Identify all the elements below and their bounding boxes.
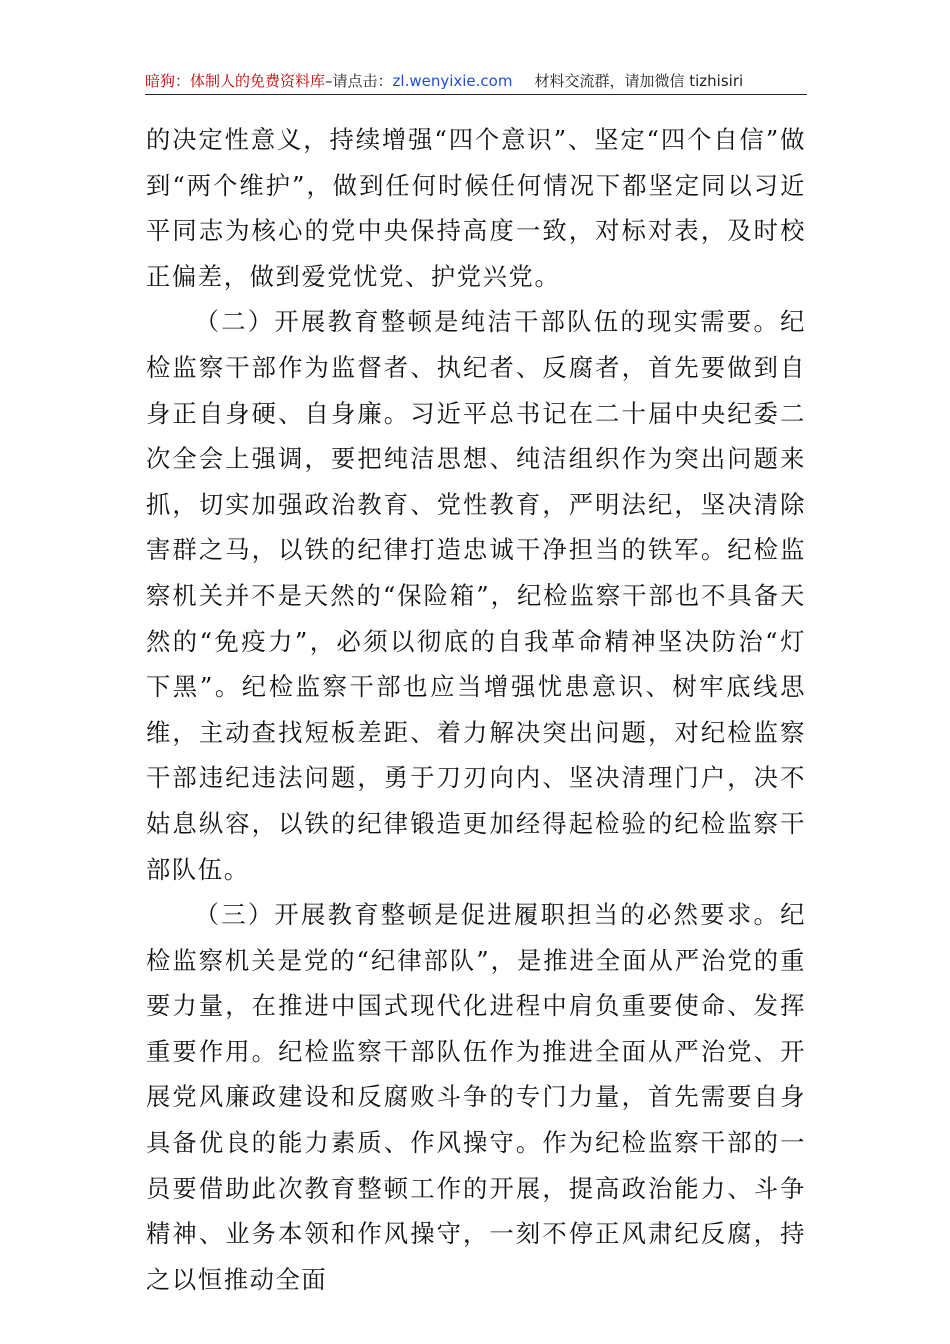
paragraph-1: 的决定性意义，持续增强“四个意识”、坚定“四个自信”做到“两个维护”，做到任何时候任何情况下都坚定同以习近平同志为核心的党中央保持高度一致，对标对表，及时校正偏差，做到爱党忧党、护党兴党。	[146, 125, 806, 291]
header-prompt-text: –请点击：	[325, 72, 393, 90]
paragraph-2: （二）开展教育整顿是纯洁干部队伍的现实需要。纪检监察干部作为监督者、执纪者、反腐者，首先要做到自身正自身硬、自身廉。习近平总书记在二十届中央纪委二次全会上强调，要把纯洁思想、纯洁组织作为突出问题来抓，切实加强政治教育、党性教育，严明法纪，坚决清除害群之马，以铁的纪律打造忠诚干净担当的铁军。纪检监察机关并不是天然的“保险箱”，纪检监察干部也不具备天然的“免疫力”，必须以彻底的自我革命精神坚决防治“灯下黑”。纪检监察干部也应当增强忧患意识、树牢底线思维，主动查找短板差距、着力解决突出问题，对纪检监察干部违纪违法问题，勇于刀刃向内、坚决清理门户，决不姑息纵容，以铁的纪律锻造更加经得起检验的纪检监察干部队伍。	[146, 307, 806, 884]
paragraph-3: （三）开展教育整顿是促进履职担当的必然要求。纪检监察机关是党的“纪律部队”，是推进全面从严治党的重要力量，在推进中国式现代化进程中肩负重要使命、发挥重要作用。纪检监察干部队伍作为推进全面从严治党、开展党风廉政建设和反腐败斗争的专门力量，首先需要自身具备优良的能力素质、作风操守。作为纪检监察干部的一员要借助此次教育整顿工作的开展，提高政治能力、斗争精神、业务本领和作风操守，一刻不停正风肃纪反腐，持之以恒推动全面	[146, 900, 806, 1294]
document-body	[146, 117, 806, 1302]
header-url-link[interactable]: zl.wenyixie.com	[392, 72, 513, 90]
header-brand-text: 暗狗：体制人的免费资料库	[145, 72, 326, 90]
header-contact-text: 材料交流群，请加微信 tizhisiri	[534, 72, 744, 90]
header-divider	[145, 94, 807, 95]
page-header	[145, 68, 807, 94]
